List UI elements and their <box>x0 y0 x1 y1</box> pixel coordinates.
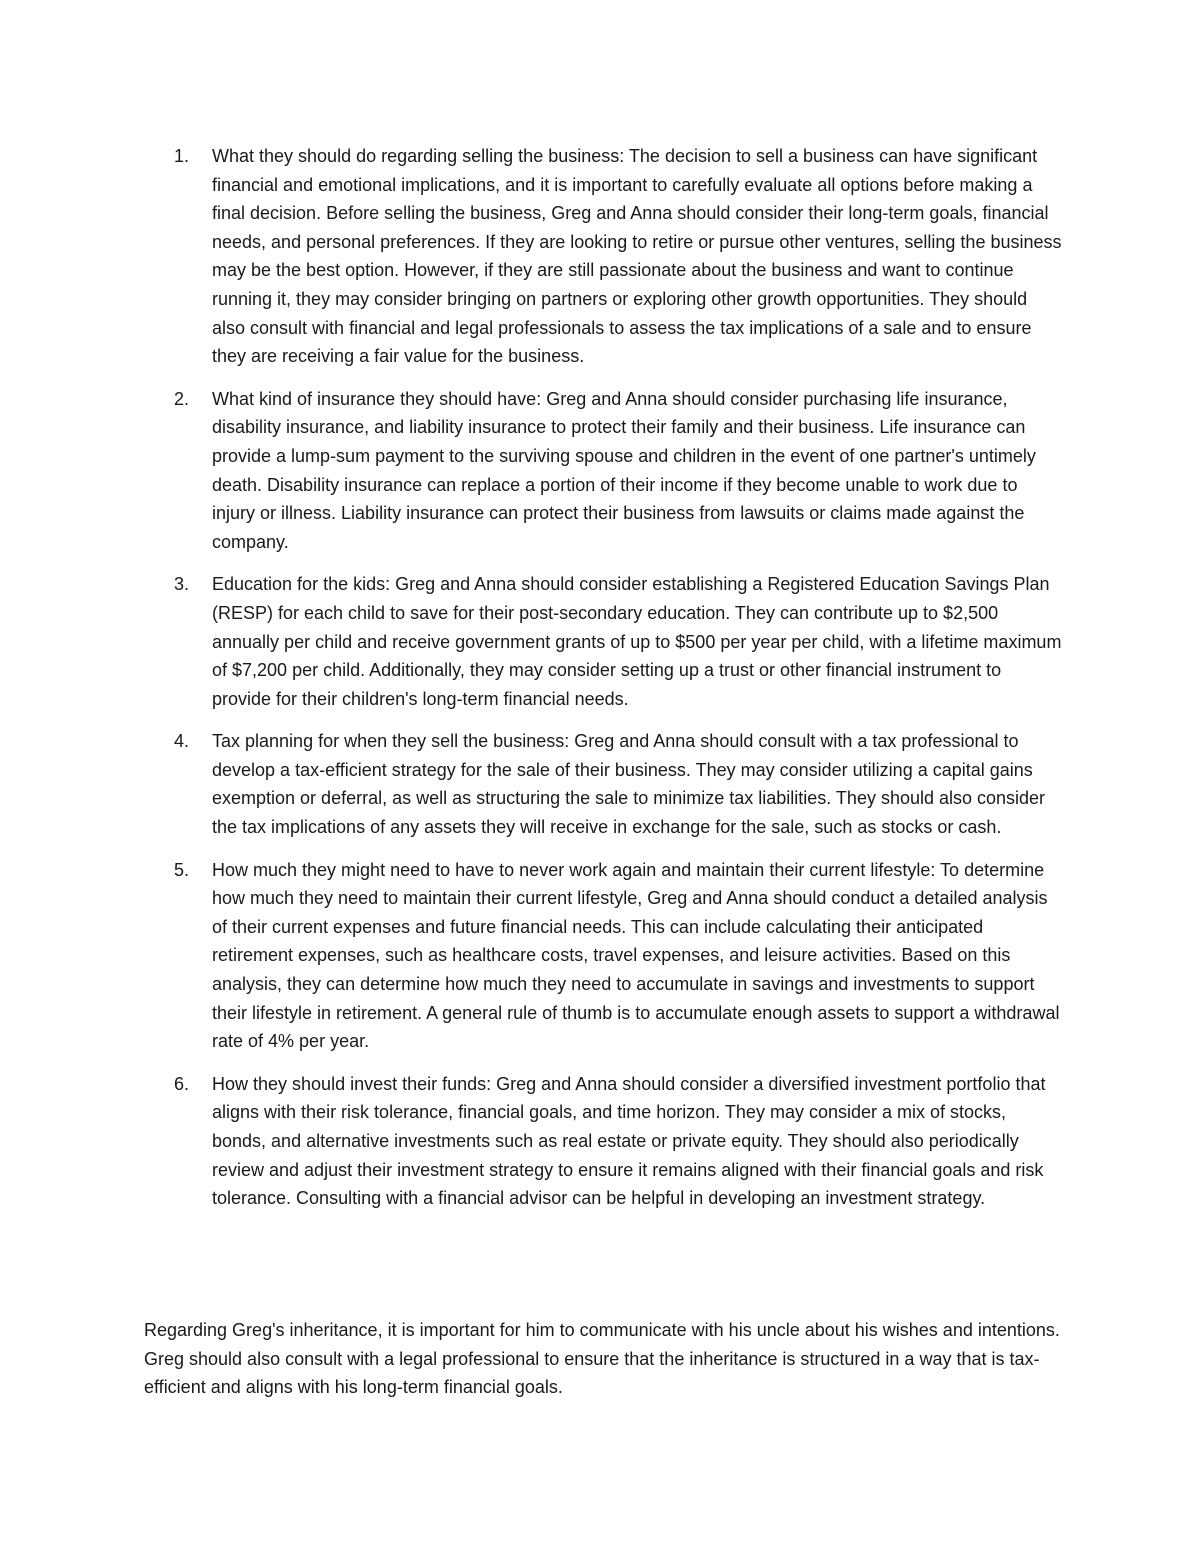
list-item <box>144 142 1064 371</box>
list-item-text: What kind of insurance they should have: Greg and Anna should consider purchasing life insurance, disability insurance, and liability insurance to protect their family and their business. Life insurance can provide a lump-sum payment to the surviving spouse and children in the event of one partner's untimely death. Disability insurance can replace a portion of their income if they become unable to work due to injury or illness. Liability insurance can protect their business from lawsuits or claims made against the company. <box>212 388 1036 552</box>
list-item-text: Tax planning for when they sell the business: Greg and Anna should consult with a tax professional to develop a tax-efficient strategy for the sale of their business. They may consider utilizing a capital gains exemption or deferral, as well as structuring the sale to minimize tax liabilities. They should also consider the tax implications of any assets they will receive in exchange for the sale, such as stocks or cash. <box>212 731 1046 838</box>
list-item-number: 5. <box>174 859 190 880</box>
list-item-number: 1. <box>174 146 190 166</box>
list-item-number: 3. <box>174 574 190 595</box>
list-item-number: 2. <box>174 388 190 409</box>
list-item <box>144 1070 1064 1213</box>
list-item-number: 6. <box>174 1073 190 1094</box>
list-item-text: What they should do regarding selling the business: The decision to sell a business can have significant financial and emotional implications, and it is important to carefully evaluate all options before making a final decision. Before selling the business, Greg and Anna should consider their long-term goals, financial needs, and personal preferences. If they are looking to retire or pursue other ventures, selling the business may be the best option. However, if they are still passionate about the business and want to continue running it, they may consider bringing on partners or exploring other growth opportunities. They should also consult with financial and legal professionals to assess the tax implications of a sale and to ensure they are receiving a fair value for the business. <box>212 146 1062 367</box>
closing-paragraph: Regarding Greg's inheritance, it is important for him to communicate with his uncle about his wishes and intentions. Greg should also consult with a legal professional to ensure that the inheritance is structured in a way that is tax-efficient and aligns with his long-term financial goals. <box>144 1320 1060 1398</box>
list-item-number: 4. <box>174 731 190 752</box>
list-item-text: Education for the kids: Greg and Anna should consider establishing a Registered Education Savings Plan (RESP) for each child to save for their post-secondary education. They can contribute up to $2,500 annually per child and receive government grants of up to $500 per year per child, with a lifetime maximum of $7,200 per child. Additionally, they may consider setting up a trust or other financial instrument to provide for their children's long-term financial needs. <box>212 574 1062 709</box>
list-item <box>144 385 1064 557</box>
numbered-list <box>144 142 1064 1227</box>
list-item-text: How they should invest their funds: Greg and Anna should consider a diversified investment portfolio that aligns with their risk tolerance, financial goals, and time horizon. They may consider a mix of stocks, bonds, and alternative investments such as real estate or private equity. They should also periodically review and adjust their investment strategy to ensure it remains aligned with their financial goals and risk tolerance. Consulting with a financial advisor can be helpful in developing an investment strategy. <box>212 1073 1046 1209</box>
list-item <box>144 727 1064 841</box>
list-item <box>144 856 1064 1056</box>
list-item-text: How much they might need to have to never work again and maintain their current lifestyle: To determine how much they need to maintain their current lifestyle, Greg and Anna should conduct a detailed analysis of their current expenses and future financial needs. This can include calculating their anticipated retirement expenses, such as healthcare costs, travel expenses, and leisure activities. Based on this analysis, they can determine how much they need to accumulate in savings and investments to support their lifestyle in retirement. A general rule of thumb is to accumulate enough assets to support a withdrawal rate of 4% per year. <box>212 859 1060 1052</box>
list-item <box>144 570 1064 713</box>
